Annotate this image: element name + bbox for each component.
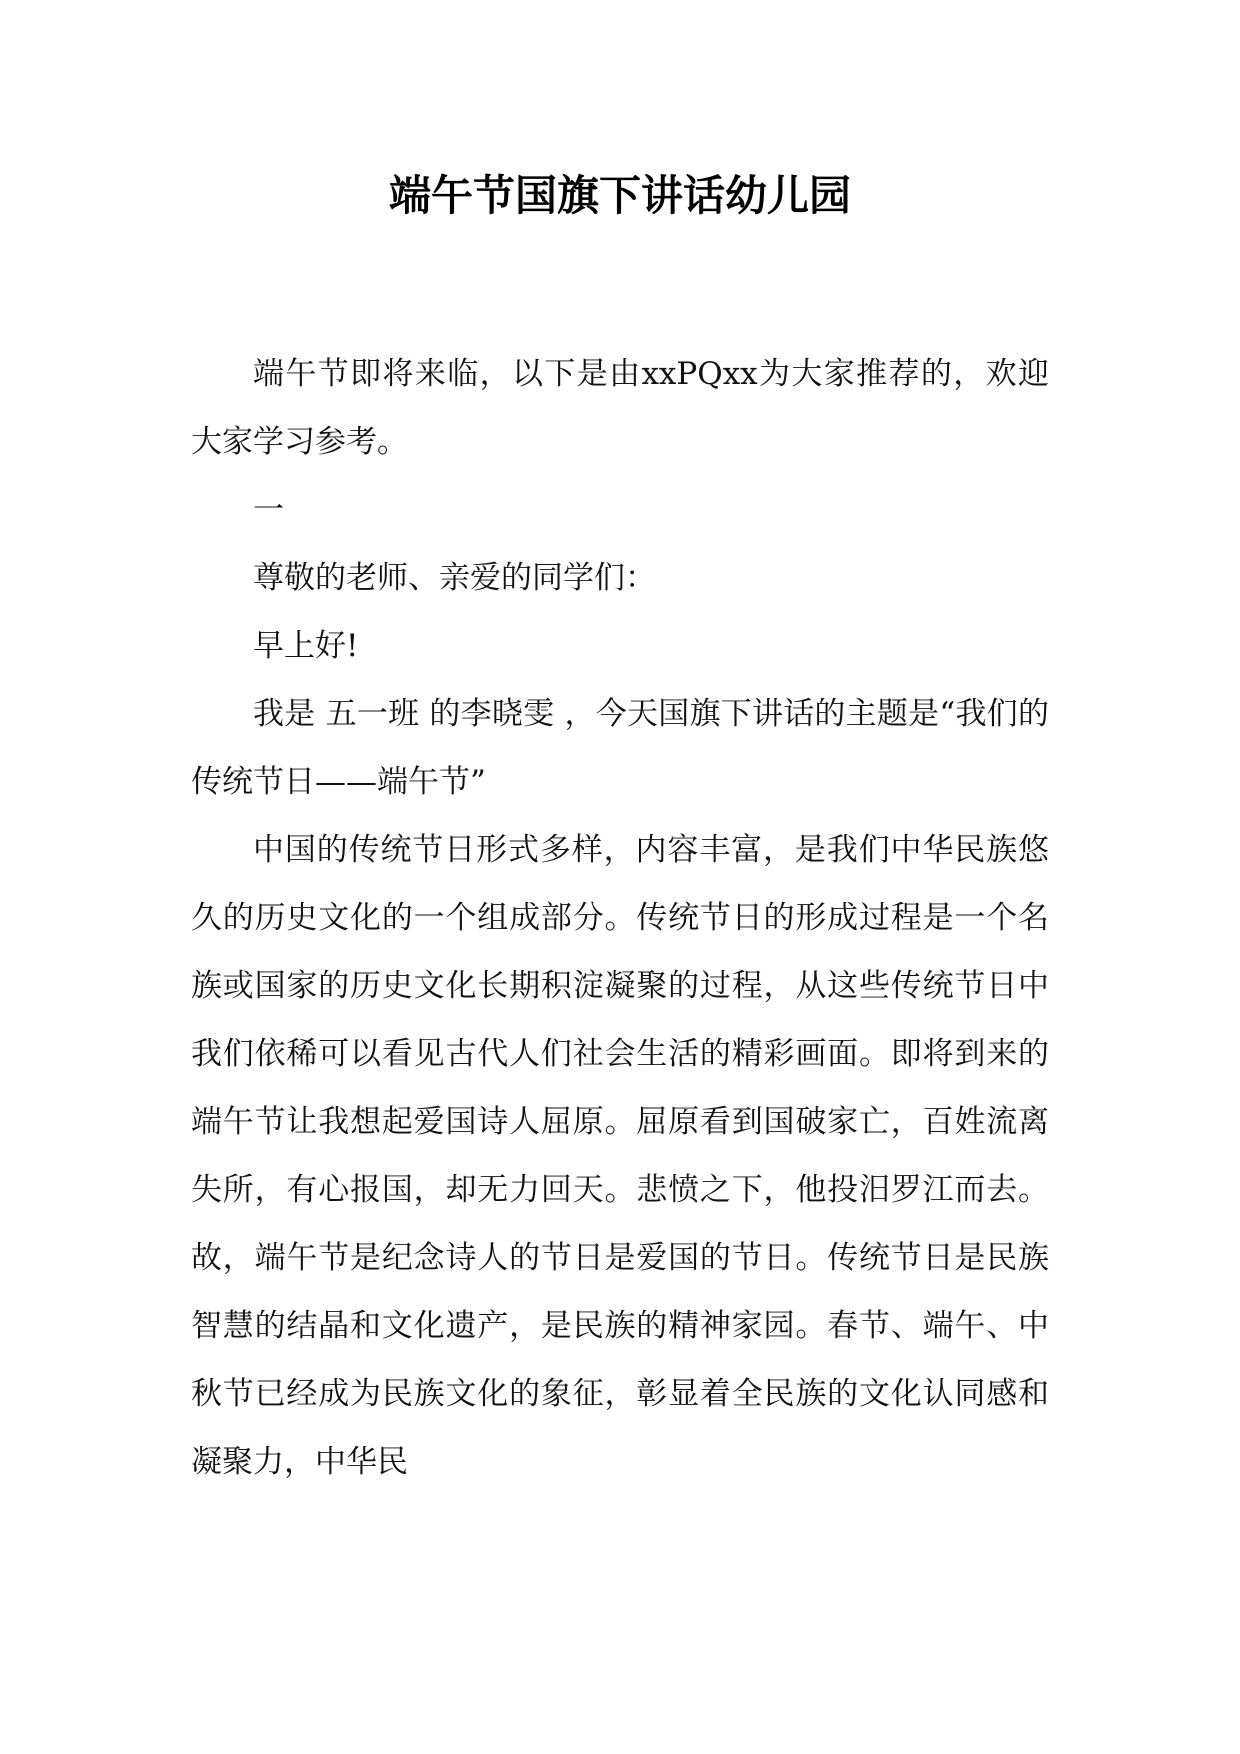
intro-paragraph: 端午节即将来临，以下是由xxPQxx为大家推荐的，欢迎大家学习参考。 bbox=[191, 356, 1049, 460]
salutation: 尊敬的老师、亲爱的同学们： bbox=[253, 560, 656, 596]
greeting: 早上好! bbox=[253, 628, 359, 664]
section-number: 一 bbox=[253, 492, 284, 528]
document-body bbox=[191, 340, 1049, 1496]
speaker-intro-paragraph: 我是 五一班 的李晓雯 ，今天国旗下讲话的主题是“我们的传统节日——端午节” bbox=[191, 696, 1049, 800]
main-paragraph: 中国的传统节日形式多样，内容丰富，是我们中华民族悠久的历史文化的一个组成部分。传统节日的形成过程是一个名族或国家的历史文化长期积淀凝聚的过程，从这些传统节日中我们依稀可以看见古代人们社会生活的精彩画面。即将到来的端午节让我想起爱国诗人屈原。屈原看到国破家亡，百姓流离失所，有心报国，却无力回天。悲愤之下，他投汨罗江而去。故，端午节是纪念诗人的节日是爱国的节日。传统节日是民族智慧的结晶和文化遗产，是民族的精神家园。春节、端午、中秋节已经成为民族文化的象征，彰显着全民族的文化认同感和凝聚力，中华民 bbox=[191, 832, 1049, 1480]
document-title: 端午节国旗下讲话幼儿园 bbox=[388, 171, 851, 220]
